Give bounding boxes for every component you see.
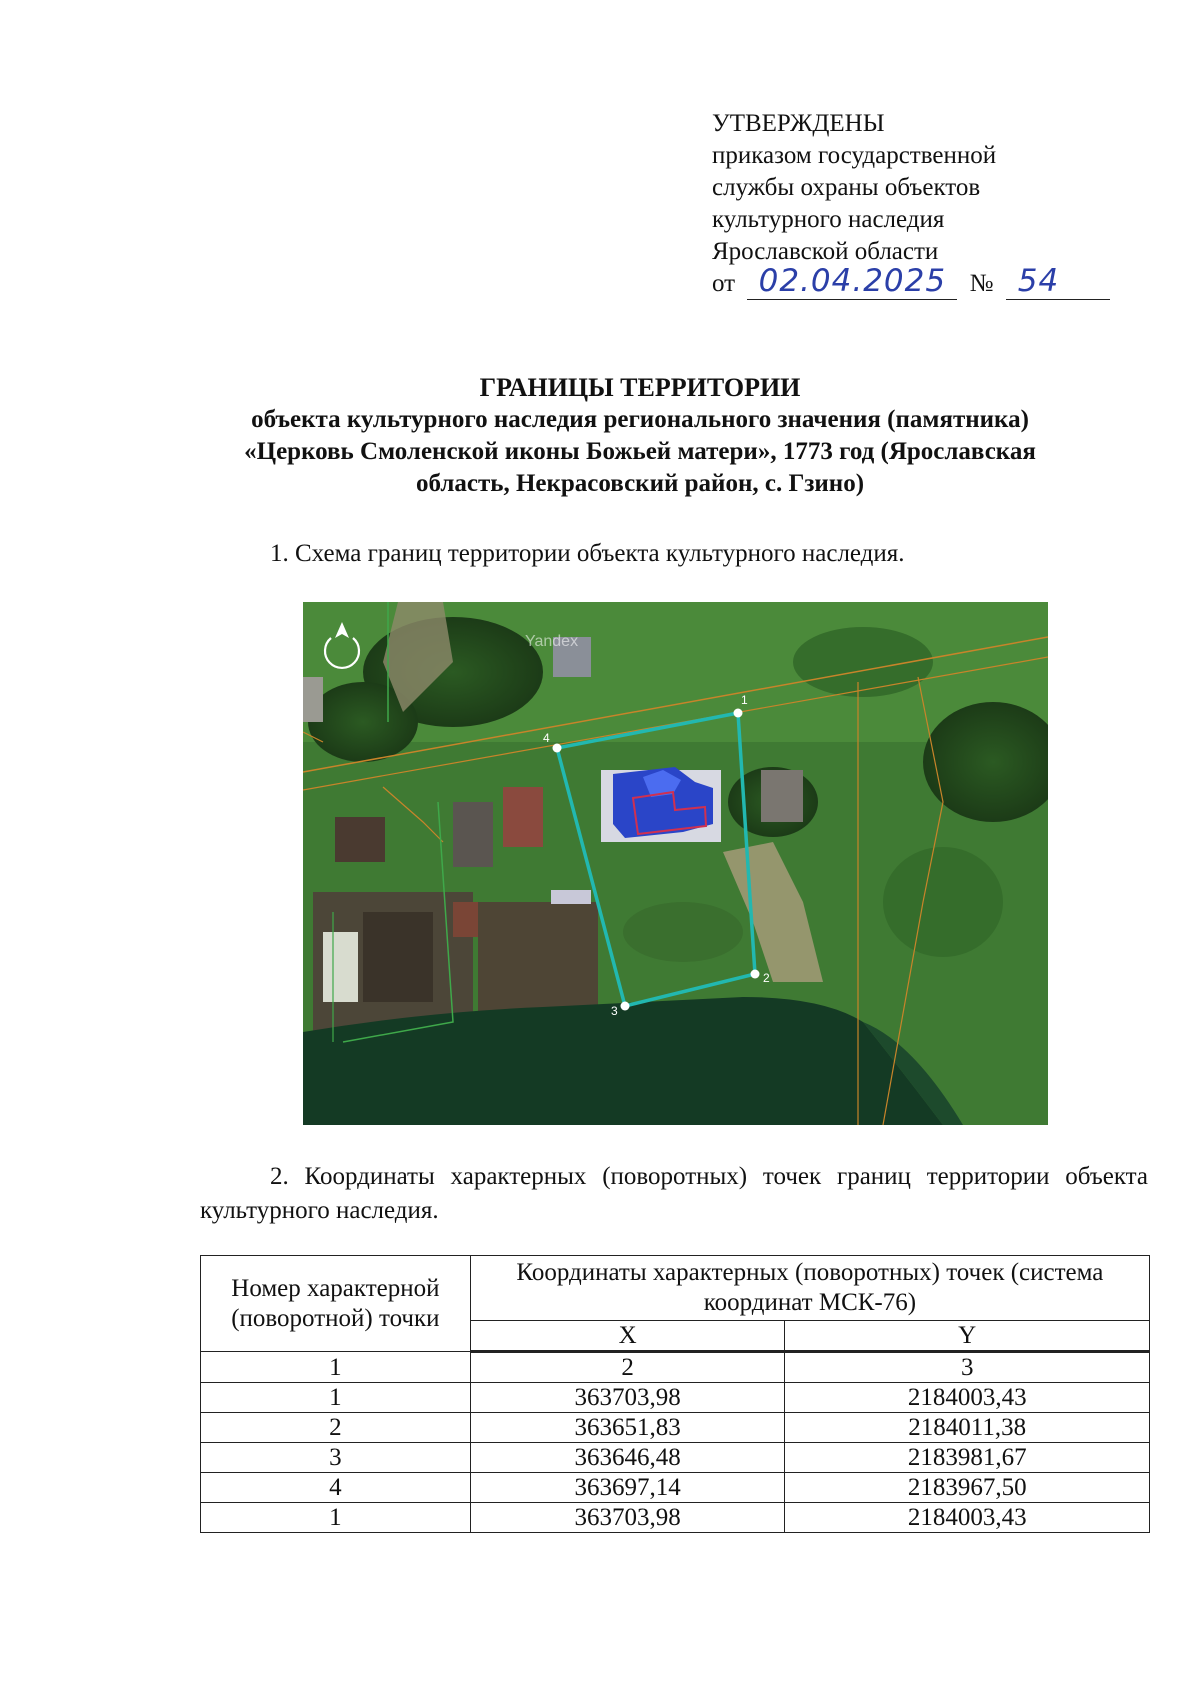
approval-line: службы охраны объектов bbox=[712, 174, 981, 201]
approval-line: Ярославской области bbox=[712, 238, 939, 265]
garden-plot bbox=[478, 902, 598, 1012]
boundary-scheme-map bbox=[303, 602, 1048, 1125]
table-header-row bbox=[201, 1256, 1150, 1321]
garden-plot bbox=[363, 912, 433, 1002]
coordinates-table bbox=[200, 1255, 1150, 1533]
column-number: 1 bbox=[201, 1352, 471, 1383]
approval-line: культурного наследия bbox=[712, 206, 945, 233]
point-label-2: 2 bbox=[763, 971, 770, 985]
boundary-point-4 bbox=[553, 744, 562, 753]
title-line: область, Некрасовский район, с. Гзино) bbox=[415, 470, 865, 497]
approval-line: приказом государственной bbox=[712, 142, 997, 169]
header-y: Y bbox=[785, 1321, 1150, 1352]
boundary-point-2 bbox=[751, 970, 760, 979]
handwritten-number: 54 bbox=[1017, 263, 1060, 299]
date-prefix: от bbox=[712, 270, 736, 297]
title-line: объекта культурного наследия регионального значения (памятника) bbox=[251, 406, 1029, 433]
tree-cluster bbox=[883, 847, 1003, 957]
map-watermark: Yandex bbox=[525, 633, 579, 650]
vehicle bbox=[551, 890, 591, 904]
house-roof bbox=[503, 787, 543, 847]
coord-x: 363646,48 bbox=[470, 1443, 785, 1473]
column-number-row bbox=[201, 1352, 1150, 1383]
coord-y: 2184011,38 bbox=[785, 1413, 1150, 1443]
coord-x: 363651,83 bbox=[470, 1413, 785, 1443]
column-number: 3 bbox=[785, 1352, 1150, 1383]
coord-x: 363697,14 bbox=[470, 1473, 785, 1503]
coord-y: 2184003,43 bbox=[785, 1383, 1150, 1413]
order-date-row bbox=[712, 263, 1112, 302]
table-row bbox=[201, 1473, 1150, 1503]
column-number: 2 bbox=[470, 1352, 785, 1383]
point-number: 4 bbox=[201, 1473, 471, 1503]
header-coordinates: Координаты характерных (поворотных) точек (система координат МСК-76) bbox=[470, 1256, 1149, 1321]
approval-block bbox=[712, 108, 1112, 302]
house-roof bbox=[761, 770, 803, 822]
title-main: ГРАНИЦЫ ТЕРРИТОРИИ bbox=[479, 373, 801, 402]
title-line: «Церковь Смоленской иконы Божьей матери», 1773 год (Ярославская bbox=[244, 438, 1036, 465]
house-roof bbox=[453, 802, 493, 867]
point-label-1: 1 bbox=[741, 693, 748, 707]
boundary-point-1 bbox=[734, 709, 743, 718]
point-number: 3 bbox=[201, 1443, 471, 1473]
house-roof bbox=[453, 902, 478, 937]
point-label-3: 3 bbox=[611, 1004, 618, 1018]
table-row bbox=[201, 1413, 1150, 1443]
point-number: 1 bbox=[201, 1503, 471, 1533]
point-number: 1 bbox=[201, 1383, 471, 1413]
tree-cluster bbox=[623, 902, 743, 962]
coord-y: 2183981,67 bbox=[785, 1443, 1150, 1473]
table-row bbox=[201, 1503, 1150, 1533]
boundary-point-3 bbox=[621, 1002, 630, 1011]
section-2-heading: 2. Координаты характерных (поворотных) точек границ территории объекта культурного наследия. bbox=[200, 1163, 1148, 1224]
approval-heading: УТВЕРЖДЕНЫ bbox=[712, 110, 885, 137]
date-blank bbox=[747, 263, 957, 300]
header-x: X bbox=[470, 1321, 785, 1352]
section-1-heading: 1. Схема границ территории объекта культурного наследия. bbox=[270, 540, 905, 567]
handwritten-date: 02.04.2025 bbox=[758, 263, 947, 299]
table-row bbox=[201, 1383, 1150, 1413]
house-roof bbox=[335, 817, 385, 862]
number-blank bbox=[1006, 263, 1110, 300]
point-number: 2 bbox=[201, 1413, 471, 1443]
coord-y: 2184003,43 bbox=[785, 1503, 1150, 1533]
coord-x: 363703,98 bbox=[470, 1383, 785, 1413]
map-canvas bbox=[303, 602, 1048, 1125]
coord-x: 363703,98 bbox=[470, 1503, 785, 1533]
coord-y: 2183967,50 bbox=[785, 1473, 1150, 1503]
greenhouse bbox=[323, 932, 358, 1002]
point-label-4: 4 bbox=[543, 731, 550, 745]
number-prefix: № bbox=[969, 270, 994, 297]
table-row bbox=[201, 1443, 1150, 1473]
header-point-number: Номер характерной (поворотной) точки bbox=[201, 1256, 471, 1352]
house-roof bbox=[303, 677, 323, 722]
document-title bbox=[150, 372, 1130, 500]
